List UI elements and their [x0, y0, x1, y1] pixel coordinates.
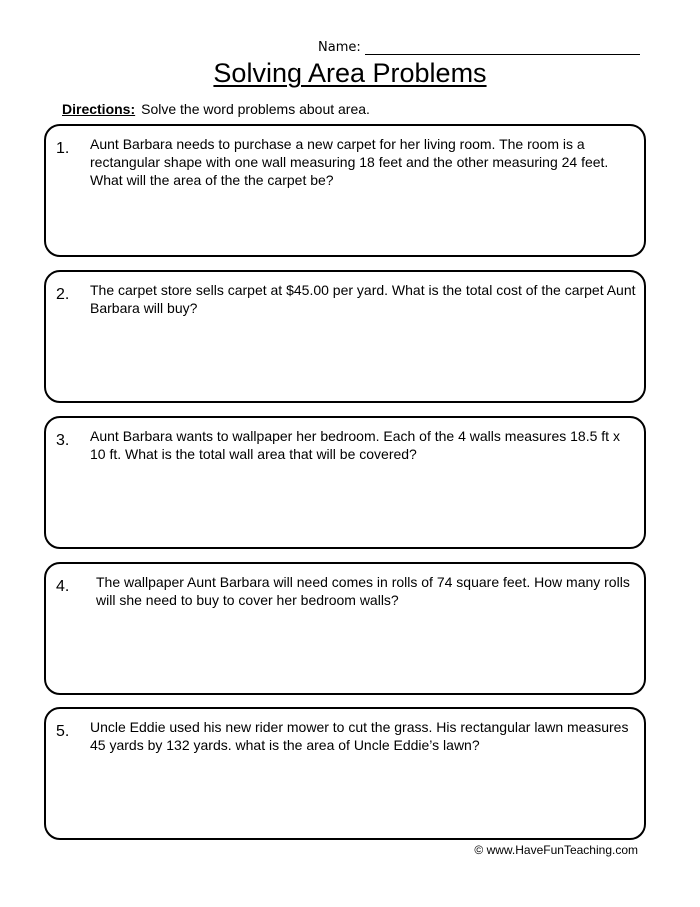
worksheet-title: Solving Area Problems [213, 58, 487, 88]
problem-box-3[interactable] [44, 416, 646, 549]
problem-number: 2. [56, 286, 70, 303]
problem-number: 5. [56, 723, 70, 740]
copyright-footer: © www.HaveFunTeaching.com [474, 843, 638, 857]
problem-number: 1. [56, 140, 70, 157]
directions-text: Solve the word problems about area. [141, 101, 370, 117]
problem-number: 3. [56, 432, 70, 449]
name-label: Name: [318, 40, 361, 55]
problem-text: Aunt Barbara needs to purchase a new carpet for her living room. The room is a rectangular shape with one wall measuring 18 feet and the other measuring 24 feet. What will the area of the the carpet be? [90, 136, 609, 188]
directions [62, 101, 370, 117]
problem-text: The carpet store sells carpet at $45.00 per yard. What is the total cost of the carpet Aunt Barbara will buy? [90, 282, 636, 316]
problem-box-2[interactable] [44, 270, 646, 403]
problem-box-5[interactable] [44, 707, 646, 840]
name-blank-line[interactable] [365, 40, 640, 55]
problem-box-4[interactable] [44, 562, 646, 695]
problem-text: Aunt Barbara wants to wallpaper her bedroom. Each of the 4 walls measures 18.5 ft x 10 ft. What is the total wall area that will be covered? [90, 428, 620, 462]
problem-text: The wallpaper Aunt Barbara will need comes in rolls of 74 square feet. How many rolls will she need to buy to cover her bedroom walls? [96, 574, 630, 608]
directions-label: Directions: [62, 101, 136, 117]
name-field-row [318, 40, 640, 55]
problem-text: Uncle Eddie used his new rider mower to cut the grass. His rectangular lawn measures 45 yards by 132 yards. what is the area of Uncle Eddie’s lawn? [90, 719, 629, 753]
problem-number: 4. [56, 578, 70, 595]
problem-box-1[interactable] [44, 124, 646, 257]
